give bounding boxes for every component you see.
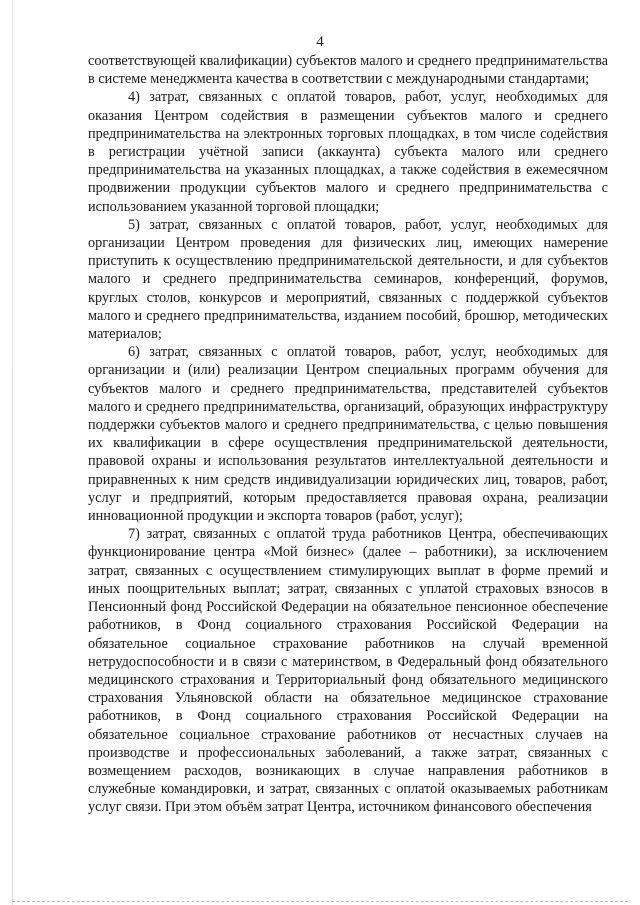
scan-edge-line	[12, 0, 13, 905]
paragraph-item-5: 5) затрат, связанных с оплатой товаров, работ, услуг, необходимых для организации Центром проведения для физических лиц, имеющих намерение приступить к осуществлению предпринимательской деятельности, и для субъектов малого и среднего предпринимательства семинаров, конференций, форумов, круглых столов, конкурсов и мероприятий, связанных с поддержкой субъектов малого и среднего предпринимательства, изданием пособий, брошюр, методических материалов;	[88, 216, 608, 343]
paragraph-item-7: 7) затрат, связанных с оплатой труда работников Центра, обеспечивающих функционирование центра «Мой бизнес» (далее – работники), за исключением затрат, связанных с осуществлением стимулирующих выплат в форме премий и иных поощрительных выплат; затрат, связанных с уплатой страховых взносов в Пенсионный фонд Российской Федерации на обязательное пенсионное обеспечение работников, в Фонд социального страхования Российской Федерации на обязательное социальное страхование работников на случай временной нетрудоспособности и в связи с материнством, в Федеральный фонд обязательного медицинского страхования и Территориальный фонд обязательного медицинского страхования Ульяновской области на обязательное медицинское страхование работников, в Фонд социального страхования Российской Федерации на обязательное социальное страхование работников от несчастных случаев на производстве и профессиональных заболеваний, а также затрат, связанных с возмещением расходов, возникающих в случае направления работников в служебные командировки, и затрат, связанных с оплатой оказываемых работникам услуг связи. При этом объём затрат Центра, источником финансового обеспечения	[88, 526, 608, 816]
paragraph-item-6: 6) затрат, связанных с оплатой товаров, работ, услуг, необходимых для организации и (или) реализации Центром специальных программ обучения для субъектов малого и среднего предпринимательства, представителей субъектов малого и среднего предпринимательства, организаций, образующих инфраструктуру поддержки субъектов малого и среднего предпринимательства, с целью повышения их квалификации в сфере осуществления предпринимательской деятельности, правовой охраны и использования результатов интеллектуальной деятельности и приравненных к ним средств индивидуализации юридических лиц, товаров, работ, услуг и предприятий, которым предоставляется правовая охрана, реализации инновационной продукции и экспорта товаров (работ, услуг);	[88, 344, 608, 525]
scan-bottom-edge	[12, 901, 628, 903]
paragraph-item-4: 4) затрат, связанных с оплатой товаров, работ, услуг, необходимых для оказания Центром содействия в размещении субъектов малого и среднего предпринимательства на электронных торговых площадках, в том числе содействия в регистрации учётной записи (аккаунта) субъекта малого или среднего предпринимательства на указанных площадках, а также содействия в ежемесячном продвижении продукции субъектов малого и среднего предпринимательства с использованием указанной торговой площадки;	[88, 89, 608, 215]
document-body	[88, 52, 608, 817]
paragraph-continuation: соответствующей квалификации) субъектов малого и среднего предпринимательства в системе менеджмента качества в соответствии с международными стандартами;	[88, 53, 608, 88]
page-number: 4	[316, 34, 324, 50]
